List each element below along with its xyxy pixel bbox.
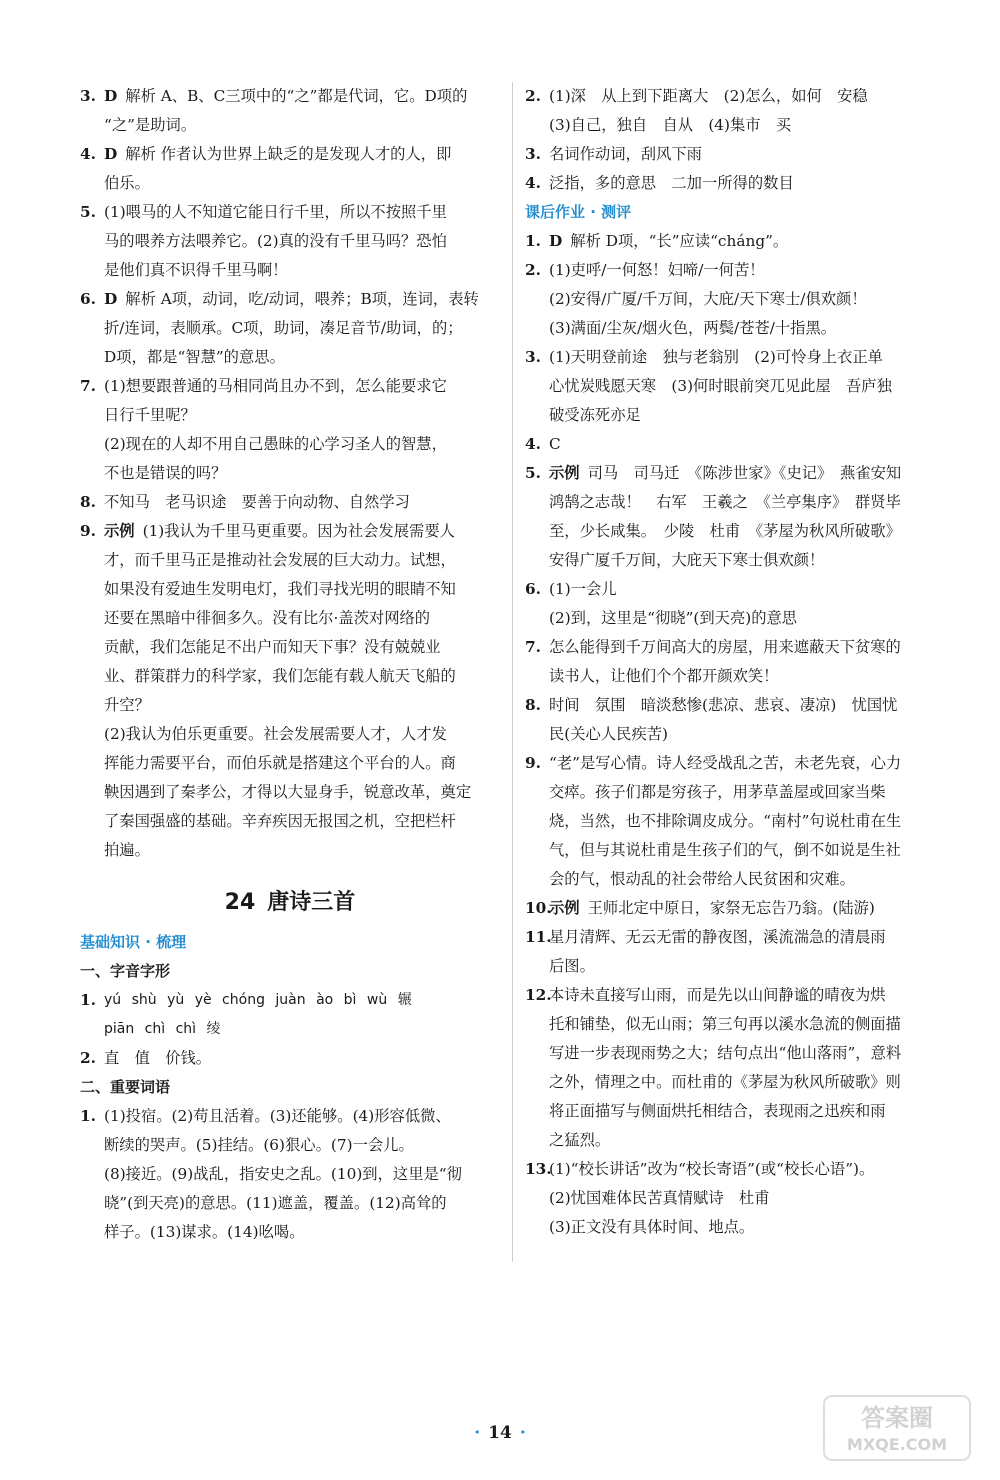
- line-text: 伯乐。: [104, 174, 150, 192]
- answer-item: [80, 285, 500, 372]
- item-line: [104, 749, 500, 778]
- item-line: [104, 1189, 500, 1218]
- line-text: 王师北定中原日，家祭无忘告乃翁。(陆游): [587, 899, 875, 917]
- item-line: [549, 952, 945, 981]
- line-text: 才，而千里马正是推动社会发展的巨大动力。试想，: [104, 551, 456, 569]
- line-text: 交瘁。孩子们都是穷孩子，用茅草盖屋或回家当柴: [549, 783, 886, 801]
- line-text: 挥能力需要平台，而伯乐就是搭建这个平台的人。商: [104, 754, 456, 772]
- section-heading-homework: 课后作业 · 测评: [525, 203, 632, 221]
- item-number: 12.: [525, 986, 552, 1004]
- item-number: 9.: [525, 754, 541, 772]
- item-number: 2.: [525, 87, 541, 105]
- line-text: 鸿鹄之志哉！ 右军 王羲之 《兰亭集序》 群贤毕: [549, 493, 901, 511]
- item-line: [549, 1126, 945, 1155]
- line-text: 业、群策群力的科学家，我们怎能有载人航天飞船的: [104, 667, 456, 685]
- line-text: 拍遍。: [104, 841, 150, 859]
- line-text: 如果没有爱迪生发明电灯，我们寻找光明的眼睛不知: [104, 580, 456, 598]
- item-number: 4.: [80, 145, 96, 163]
- item-line: [549, 343, 945, 372]
- line-text: “之”是助词。: [104, 116, 197, 134]
- item-number: 3.: [525, 145, 541, 163]
- line-text: 怎么能得到千万间高大的房屋，用来遮蔽天下贫寒的: [549, 638, 901, 656]
- line-text: (1)吏呼/一何怒！妇啼/一何苦！: [549, 261, 765, 279]
- pinyin-line: yú shù yù yè chóng juàn ào bì wù 辗: [104, 992, 412, 1008]
- item-line: [549, 749, 945, 778]
- line-text: 解析 A、B、C三项中的“之”都是代词，它。D项的: [125, 87, 468, 105]
- line-text: 解析 作者认为世界上缺乏的是发现人才的人，即: [125, 145, 452, 163]
- item-line: [549, 256, 945, 285]
- answer-tag: 示例: [104, 522, 135, 540]
- line-text: 读书人，让他们个个都开颜欢笑！: [549, 667, 779, 685]
- line-text: 之外，情理之中。而杜甫的《茅屋为秋风所破歌》则: [549, 1073, 901, 1091]
- line-text: 还要在黑暗中徘徊多久。没有比尔·盖茨对网络的: [104, 609, 431, 627]
- answer-item: [525, 691, 945, 749]
- item-line: [549, 720, 945, 749]
- line-text: 折/连词，表顺承。C项，助词，凑足音节/助词，的；: [104, 319, 463, 337]
- answer-item: [525, 459, 945, 575]
- line-text: 星月清辉、无云无雷的静夜图，溪流湍急的清晨雨: [549, 928, 886, 946]
- item-line: [104, 575, 500, 604]
- item-line: [549, 430, 945, 459]
- line-text: 解析 A项，动词，吃/动词，喂养；B项，连词，表转: [125, 290, 479, 308]
- line-text: 升空？: [104, 696, 150, 714]
- item-line: [549, 1184, 945, 1213]
- item-line: [104, 372, 500, 401]
- item-line: [104, 546, 500, 575]
- answer-item: [525, 749, 945, 894]
- line-text: 本诗未直接写山雨，而是先以山间静谧的晴夜为烘: [549, 986, 886, 1004]
- line-text: (2)到，这里是“彻晓”(到天亮)的意思: [549, 609, 798, 627]
- line-text: 不知马 老马识途 要善于向动物、自然学习: [104, 493, 410, 511]
- line-text: 破受冻死亦足: [549, 406, 641, 424]
- line-text: (1)天明登前途 独与老翁别 (2)可怜身上衣正单: [549, 348, 883, 366]
- item-line: [104, 1131, 500, 1160]
- answer-item: [525, 633, 945, 691]
- item-line: [104, 662, 500, 691]
- watermark-logo: [822, 1394, 972, 1462]
- item-line: [104, 604, 500, 633]
- item-line: [549, 1010, 945, 1039]
- list-item: [80, 1044, 500, 1073]
- item-line: [104, 140, 500, 169]
- line-text: 样子。(13)谋求。(14)吆喝。: [104, 1223, 305, 1241]
- item-line: [549, 633, 945, 662]
- item-number: 5.: [80, 203, 96, 221]
- item-line: [104, 1160, 500, 1189]
- subheading-pronunciation: 一、字音字形: [80, 962, 171, 980]
- line-text: 断续的哭声。(5)挂结。(6)狠心。(7)一会儿。: [104, 1136, 414, 1154]
- item-line: [549, 1097, 945, 1126]
- answer-item: [80, 372, 500, 488]
- item-line: [549, 981, 945, 1010]
- line-text: (3)正文没有具体时间、地点。: [549, 1218, 755, 1236]
- chapter-heading: [80, 885, 500, 916]
- item-line: [549, 314, 945, 343]
- item-line: [549, 285, 945, 314]
- item-line: [549, 372, 945, 401]
- item-line: [549, 82, 945, 111]
- item-number: 2.: [80, 1049, 96, 1067]
- item-line: [104, 488, 500, 517]
- answer-item: [80, 488, 500, 517]
- item-line: [104, 314, 500, 343]
- line-text: 时间 氛围 暗淡愁惨(悲凉、悲哀、凄凉) 忧国忧: [549, 696, 898, 714]
- item-line: [549, 169, 945, 198]
- answer-item: [80, 1102, 500, 1247]
- line-text: 名词作动词，刮风下雨: [549, 145, 702, 163]
- line-text: 不也是错误的吗？: [104, 464, 227, 482]
- answer-tag: D: [104, 145, 118, 163]
- answer-tag: D: [104, 87, 118, 105]
- left-answer-list: [80, 82, 500, 865]
- list-item: [80, 986, 500, 1044]
- item-line: [104, 82, 500, 111]
- item-number: 11.: [525, 928, 552, 946]
- item-number: 4.: [525, 435, 541, 453]
- item-line: [104, 343, 500, 372]
- line-text: (3)自己，独自 自从 (4)集市 买: [549, 116, 792, 134]
- line-text: (1)喂马的人不知道它能日行千里，所以不按照千里: [104, 203, 447, 221]
- subheading-vocabulary: 二、重要词语: [80, 1078, 171, 1096]
- line-text: (1)我认为千里马更重要。因为社会发展需要人: [142, 522, 455, 540]
- item-number: 3.: [80, 87, 96, 105]
- line-text: 后图。: [549, 957, 595, 975]
- answer-item: [525, 256, 945, 343]
- item-line: [549, 1213, 945, 1242]
- item-line: [549, 1068, 945, 1097]
- item-line: [549, 227, 945, 256]
- item-line: [104, 517, 500, 546]
- item-line: [549, 1039, 945, 1068]
- item-line: [549, 836, 945, 865]
- chapter-title: 唐诗三首: [267, 890, 356, 915]
- right-column: [525, 82, 945, 1242]
- left-column: [80, 82, 500, 1247]
- page-number-text: 14: [488, 1423, 512, 1443]
- right-answer-list-top: [525, 82, 945, 198]
- item-line: [104, 778, 500, 807]
- line-text: (2)现在的人却不用自己愚昧的心学习圣人的智慧，: [104, 435, 447, 453]
- line-text: 气，但与其说杜甫是生孩子们的气，倒不如说是生社: [549, 841, 901, 859]
- item-line: [104, 691, 500, 720]
- item-line: [104, 807, 500, 836]
- item-number: 2.: [525, 261, 541, 279]
- line-text: 将正面描写与侧面烘托相结合，表现雨之迅疾和雨: [549, 1102, 886, 1120]
- pinyin-line: piān chì chì 绫: [104, 1021, 221, 1037]
- answer-item: [525, 169, 945, 198]
- line-text: (2)忧国难体民苦真情赋诗 杜甫: [549, 1189, 770, 1207]
- line-text: 贡献，我们怎能足不出户而知天下事？没有兢兢业: [104, 638, 441, 656]
- line-text: 民(关心人民疾苦): [549, 725, 669, 743]
- item-line: [549, 517, 945, 546]
- line-text: 马的喂养方法喂养它。(2)真的没有千里马吗？恐怕: [104, 232, 447, 250]
- line-text: 鞅因遇到了秦孝公，才得以大显身手，锐意改革，奠定: [104, 783, 472, 801]
- section-heading-basics: 基础知识 · 梳理: [80, 933, 187, 951]
- svg-text:MXQE.COM: MXQE.COM: [846, 1435, 948, 1454]
- answer-item: [525, 82, 945, 140]
- answer-item: [525, 1155, 945, 1242]
- answer-item: [525, 140, 945, 169]
- item-number: 7.: [525, 638, 541, 656]
- line-text: 了秦国强盛的基础。辛弃疾因无报国之机，空把栏杆: [104, 812, 456, 830]
- item-number: 6.: [525, 580, 541, 598]
- item-line: [549, 140, 945, 169]
- answer-item: [525, 227, 945, 256]
- item-line: [104, 227, 500, 256]
- line-text: (3)满面/尘灰/烟火色，两鬓/苍苍/十指黑。: [549, 319, 837, 337]
- answer-item: [525, 981, 945, 1155]
- item-number: 8.: [80, 493, 96, 511]
- item-line: [549, 604, 945, 633]
- item-number: 6.: [80, 290, 96, 308]
- item-line: [549, 111, 945, 140]
- line-text: 晓”(到天亮)的意思。(11)遮盖，覆盖。(12)高耸的: [104, 1194, 447, 1212]
- answer-item: [80, 198, 500, 285]
- item-line: [549, 401, 945, 430]
- item-line: [104, 198, 500, 227]
- answer-tag: 示例: [549, 464, 580, 482]
- answer-item: [525, 923, 945, 981]
- line-text: 至，少长咸集。 少陵 杜甫 《茅屋为秋风所破歌》: [549, 522, 901, 540]
- line-text: 司马 司马迁 《陈涉世家》《史记》 燕雀安知: [587, 464, 902, 482]
- answer-tag: D: [549, 232, 563, 250]
- item-number: 1.: [525, 232, 541, 250]
- item-line: [549, 662, 945, 691]
- line-text: (2)安得/广厦/千万间，大庇/天下寒士/俱欢颜！: [549, 290, 867, 308]
- line-text: (1)一会儿: [549, 580, 617, 598]
- line-text: 泛指，多的意思 二加一所得的数目: [549, 174, 794, 192]
- answer-item: [525, 343, 945, 430]
- line-text: 心忧炭贱愿天寒 (3)何时眼前突兀见此屋 吾庐独: [549, 377, 892, 395]
- item-line: [104, 430, 500, 459]
- line-text: (1)深 从上到下距离大 (2)怎么，如何 安稳: [549, 87, 868, 105]
- item-line: [549, 778, 945, 807]
- item-line: [104, 169, 500, 198]
- line-text: (8)接近。(9)战乱，指安史之乱。(10)到，这里是“彻: [104, 1165, 462, 1183]
- item-number: 13.: [525, 1160, 552, 1178]
- item-number: 5.: [525, 464, 541, 482]
- item-line: [104, 459, 500, 488]
- item-line: [549, 923, 945, 952]
- item-number: 9.: [80, 522, 96, 540]
- item-line: [104, 256, 500, 285]
- line-text: 托和铺垫，似无山雨；第三句再以溪水急流的侧面描: [549, 1015, 901, 1033]
- line-text: D项，都是“智慧”的意思。: [104, 348, 285, 366]
- item-line: [104, 633, 500, 662]
- line-text: 解析 D项，“长”应读“cháng”。: [570, 232, 789, 250]
- item-line: [104, 111, 500, 140]
- answer-item: [525, 575, 945, 633]
- item-number: 7.: [80, 377, 96, 395]
- item-line: [549, 691, 945, 720]
- line-text: (1)想要跟普通的马相同尚且办不到，怎么能要求它: [104, 377, 447, 395]
- line-text: 烧，当然，也不排除调皮成分。“南村”句说杜甫在生: [549, 812, 902, 830]
- item-text: 直 值 价钱。: [104, 1049, 212, 1067]
- page-dot-left: ·: [474, 1423, 481, 1443]
- column-divider: [512, 82, 513, 1262]
- line-text: (1)“校长讲话”改为“校长寄语”(或“校长心语”)。: [549, 1160, 875, 1178]
- item-number: 1.: [80, 1107, 96, 1125]
- line-text: C: [549, 435, 561, 453]
- answer-tag: D: [104, 290, 118, 308]
- item-line: [549, 1155, 945, 1184]
- item-line: [549, 546, 945, 575]
- line-text: 之猛烈。: [549, 1131, 611, 1149]
- item-line: [104, 1218, 500, 1247]
- line-text: 写进一步表现雨势之大；结句点出“他山落雨”，意料: [549, 1044, 902, 1062]
- item-line: [549, 575, 945, 604]
- item-line: [104, 401, 500, 430]
- item-line: [104, 836, 500, 865]
- line-text: 安得广厦千万间，大庇天下寒士俱欢颜！: [549, 551, 825, 569]
- item-number: 3.: [525, 348, 541, 366]
- item-line: [549, 894, 945, 923]
- item-line: [104, 720, 500, 749]
- answer-item: [525, 430, 945, 459]
- item-number: 4.: [525, 174, 541, 192]
- item-line: [104, 1102, 500, 1131]
- item-line: [549, 488, 945, 517]
- page-dot-right: ·: [519, 1423, 526, 1443]
- right-answer-list: [525, 227, 945, 1242]
- svg-text:答案圈: 答案圈: [861, 1404, 933, 1432]
- item-line: [549, 459, 945, 488]
- item-number: 1.: [80, 991, 96, 1009]
- line-text: (2)我认为伯乐更重要。社会发展需要人才，人才发: [104, 725, 447, 743]
- item-line: [104, 285, 500, 314]
- vocabulary-list: [80, 1102, 500, 1247]
- answer-item: [525, 894, 945, 923]
- item-line: [549, 865, 945, 894]
- chapter-number: 24: [224, 890, 256, 915]
- line-text: 会的气，恨动乱的社会带给人民贫困和灾难。: [549, 870, 855, 888]
- item-number: 10.: [525, 899, 552, 917]
- item-line: [549, 807, 945, 836]
- item-number: 8.: [525, 696, 541, 714]
- answer-item: [80, 82, 500, 140]
- line-text: 日行千里呢？: [104, 406, 196, 424]
- answer-tag: 示例: [549, 899, 580, 917]
- line-text: (1)投宿。(2)苟且活着。(3)还能够。(4)形容低微、: [104, 1107, 451, 1125]
- line-text: 是他们真不识得千里马啊！: [104, 261, 288, 279]
- answer-item: [80, 517, 500, 865]
- answer-item: [80, 140, 500, 198]
- line-text: “老”是写心情。诗人经受战乱之苦，未老先衰，心力: [549, 754, 902, 772]
